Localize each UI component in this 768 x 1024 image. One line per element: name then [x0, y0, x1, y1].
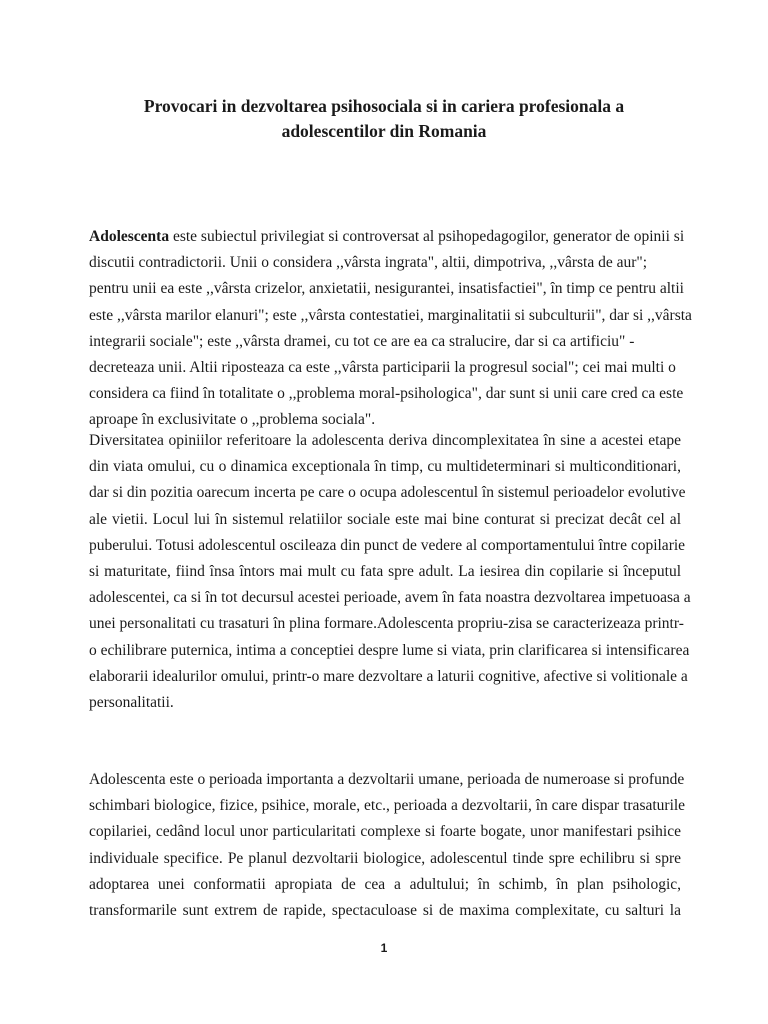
paragraph-line: pentru unii ea este ,,vârsta crizelor, anxietatii, nesigurantei, insatisfactiei", în timp ce pentru altii — [89, 280, 684, 298]
paragraph-line: unei personalitati cu trasaturi în plina formare.Adolescenta propriu-zisa se caracterizeaza printr- — [89, 615, 684, 633]
paragraph-line: si maturitate, fiind însa întors mai mult cu fata spre adult. La iesirea din copilarie si începutul — [89, 562, 681, 580]
paragraph-line: puberului. Totusi adolescentul oscileaza din punct de vedere al comportamentului între copilarie — [89, 536, 686, 554]
paragraph-line: adoptarea unei conformatii apropiata de cea a adultului; în schimb, în plan psihologic, — [89, 875, 681, 893]
paragraph-3 — [89, 767, 686, 924]
paragraph-line: transformarile sunt extrem de rapide, spectaculoase si de maxima complexitate, cu salturi la — [89, 901, 681, 919]
page-number: 1 — [380, 941, 388, 955]
paragraph-line: considera ca fiind în totalitate o ,,problema moral-psihologica", dar sunt si unii care cred ca este — [89, 385, 684, 403]
paragraph-line: dar si din pozitia oarecum incerta pe care o ocupa adolescentul în sistemul perioadelor evolutive — [89, 484, 686, 502]
paragraph-line: Adolescenta este subiectul privilegiat si controversat al psihopedagogilor, generator de opinii si — [89, 228, 685, 245]
paragraph-line: Adolescenta este o perioada importanta a dezvoltarii umane, perioada de numeroase si profunde — [89, 771, 685, 788]
paragraph-line: este ,,vârsta marilor elanuri"; este ,,vârsta contestatiei, marginalitatii si subculturii", dar si ,,vârsta — [89, 306, 692, 324]
document-title — [0, 94, 768, 144]
paragraph-1 — [89, 224, 692, 434]
paragraph-line: personalitatii. — [89, 693, 174, 711]
paragraph-line: ale vietii. Locul lui în sistemul relatiilor sociale este mai bine conturat si precizat decât cel al — [89, 510, 681, 528]
paragraph-line: adolescentei, ca si în tot decursul acestei perioade, avem în fata noastra dezvoltarea impetuoasa a — [89, 589, 691, 607]
paragraph-2 — [89, 428, 691, 716]
paragraph-line: decreteaza unii. Altii riposteaza ca este ,,vârsta participarii la progresul social"; cei mai multi o — [89, 358, 676, 376]
paragraph-line: copilariei, cedând locul unor particularitati complexe si foarte bogate, unor manifestari psihice — [89, 823, 681, 841]
paragraph-line: elaborarii idealurilor omului, printr-o mare dezvoltare a laturii cognitive, afective si volitionale a — [89, 667, 688, 685]
paragraph-line: individuale specifice. Pe planul dezvoltarii biologice, adolescentul tinde spre echilibru si spre — [89, 849, 681, 867]
paragraph-line: o echilibrare puternica, intima a conceptiei despre lume si viata, prin clarificarea si intensificarea — [89, 641, 690, 659]
paragraph-lead-term: Adolescenta — [89, 228, 170, 245]
paragraph-line: Diversitatea opiniilor referitoare la adolescenta deriva dincomplexitatea în sine a acestei etape — [89, 432, 681, 449]
title-line-1: Provocari in dezvoltarea psihosociala si in cariera profesionala a — [143, 96, 625, 116]
paragraph-line: aproape în exclusivitate o ,,problema sociala". — [89, 411, 376, 429]
paragraph-line: discutii contradictorii. Unii o considera ,,vârsta ingrata", altii, dimpotriva, ,,vârsta de aur"; — [89, 254, 648, 272]
paragraph-line: din viata omului, cu o dinamica exceptionala în timp, cu multideterminari si multiconditionari, — [89, 458, 681, 476]
paragraph-line: schimbari biologice, fizice, psihice, morale, etc., perioada a dezvoltarii, în care dispar trasaturile — [89, 797, 686, 815]
title-line-2: adolescentilor din Romania — [281, 121, 487, 141]
paragraph-line: integrarii sociale"; este ,,vârsta dramei, cu tot ce are ea ca stralucire, dar si ca artificiu" - — [89, 332, 635, 350]
